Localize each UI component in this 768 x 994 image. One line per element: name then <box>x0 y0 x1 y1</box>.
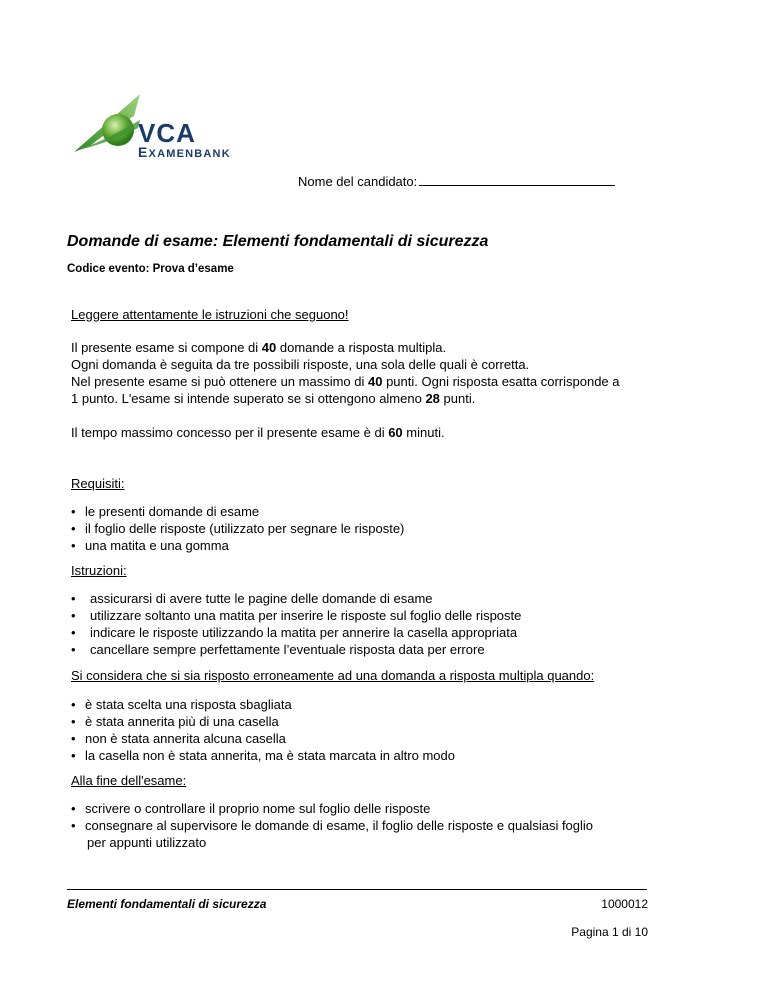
requisiti-list <box>56 503 404 554</box>
instructions-paragraph-3: Nel presente esame si può ottenere un massimo di 40 punti. Ogni risposta esatta corrisponde a <box>71 374 620 389</box>
fine-continuation-text: per appunti utilizzato <box>87 835 207 850</box>
list-item: • indicare le risposte utilizzando la matita per annerire la casella appropriata <box>56 624 521 641</box>
list-item: • cancellare sempre perfettamente l’eventuale risposta data per errore <box>56 641 521 658</box>
instructions-paragraph-1: Il presente esame si compone di 40 domande a risposta multipla. <box>71 340 447 355</box>
logo-swoosh-icon <box>72 90 142 165</box>
footer-title: Elementi fondamentali di sicurezza <box>67 897 267 911</box>
list-item: • le presenti domande di esame <box>56 503 404 520</box>
list-item: • è stata scelta una risposta sbagliata <box>56 696 455 713</box>
page-number: Pagina 1 di 10 <box>571 925 648 939</box>
footer-document-code: 1000012 <box>601 897 648 911</box>
fine-heading: Alla fine dell'esame: <box>71 773 187 788</box>
list-item: • assicurarsi di avere tutte le pagine delle domande di esame <box>56 590 521 607</box>
instructions-paragraph-4: 1 punto. L'esame si intende superato se si ottengono almeno 28 punti. <box>71 391 476 406</box>
list-item: • è stata annerita più di una casella <box>56 713 455 730</box>
list-item: • una matita e una gomma <box>56 537 404 554</box>
istruzioni-list <box>56 590 521 658</box>
list-item: • non è stata annerita alcuna casella <box>56 730 455 747</box>
errori-heading: Si considera che si sia risposto erroneamente ad una domanda a risposta multipla quando: <box>71 668 595 683</box>
document-title: Domande di esame: Elementi fondamentali di sicurezza <box>67 233 489 250</box>
list-item: • la casella non è stata annerita, ma è stata marcata in altro modo <box>56 747 455 764</box>
list-item: • scrivere o controllare il proprio nome sul foglio delle risposte <box>56 800 593 817</box>
logo-vca-text: VCA <box>138 118 196 148</box>
requisiti-heading: Requisiti: <box>71 476 125 491</box>
footer-divider <box>67 889 647 890</box>
list-item: • utilizzare soltanto una matita per inserire le risposte sul foglio delle risposte <box>56 607 521 624</box>
candidate-name-label: Nome del candidato: <box>298 174 418 189</box>
time-limit-text: Il tempo massimo concesso per il presente esame è di 60 minuti. <box>71 425 445 440</box>
event-code: Codice evento: Prova d’esame <box>67 263 234 275</box>
errori-list <box>56 696 455 764</box>
list-item: • il foglio delle risposte (utilizzato per segnare le risposte) <box>56 520 404 537</box>
logo-examenbank-text: EXAMENBANK <box>138 144 231 160</box>
fine-list <box>56 800 593 834</box>
vca-examenbank-logo <box>72 90 247 170</box>
istruzioni-heading: Istruzioni: <box>71 563 127 578</box>
candidate-name-field <box>298 174 615 189</box>
list-item: • consegnare al supervisore le domande di esame, il foglio delle risposte e qualsiasi foglio <box>56 817 593 834</box>
candidate-name-blank-line <box>419 174 615 186</box>
instructions-paragraph-2: Ogni domanda è seguita da tre possibili risposte, una sola delle quali è corretta. <box>71 357 530 372</box>
instructions-heading: Leggere attentamente le istruzioni che seguono! <box>71 307 349 322</box>
